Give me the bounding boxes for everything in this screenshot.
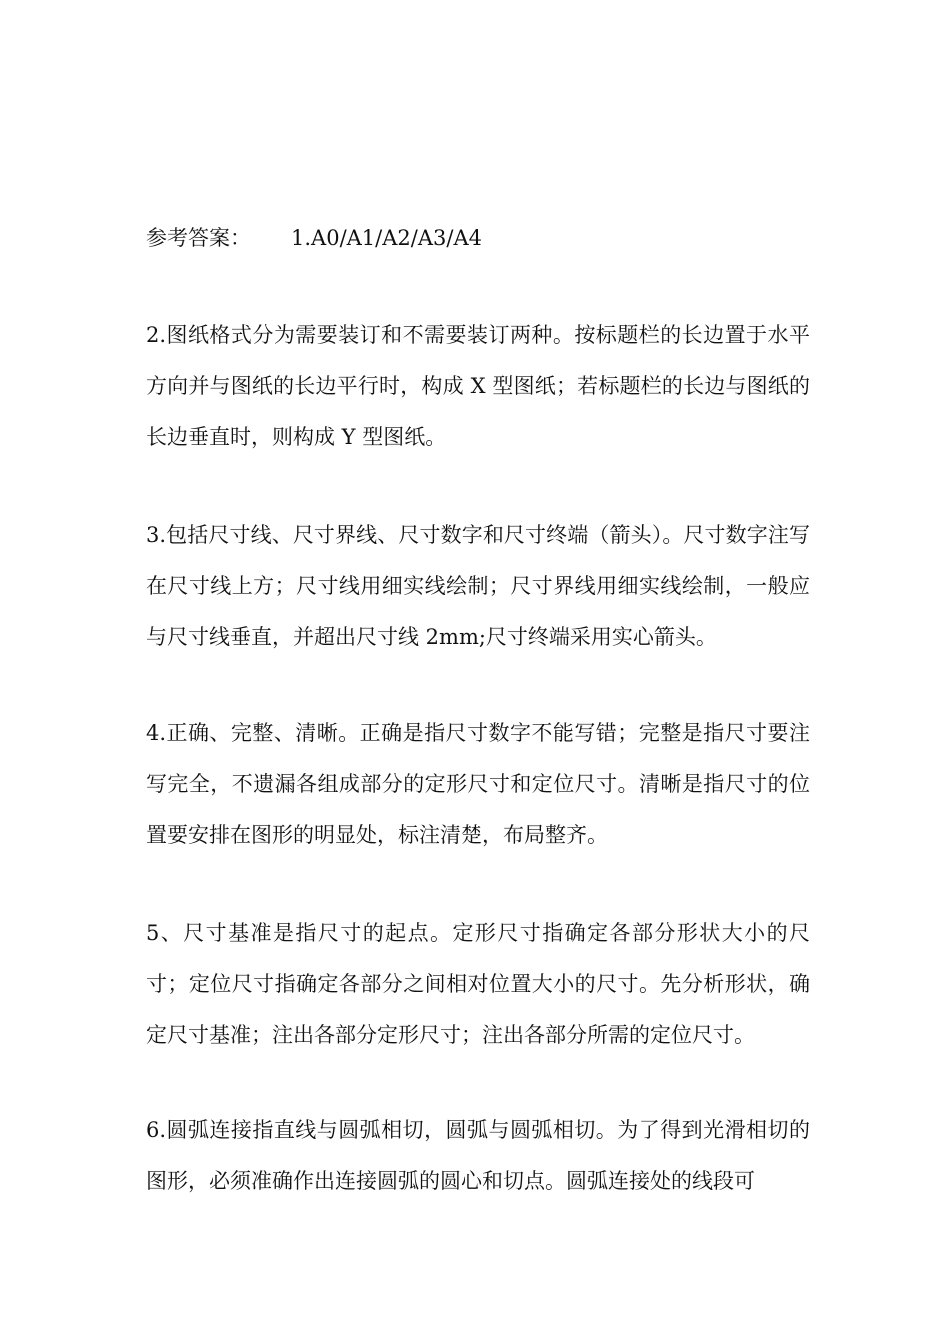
answer-1: 1.A0/A1/A2/A3/A4 <box>291 226 482 250</box>
answer-5-paragraph: 5、尺寸基准是指尺寸的起点。定形尺寸指确定各部分形状大小的尺寸；定位尺寸指确定各部分之间相对位置大小的尺寸。先分析形状，确定尺寸基准；注出各部分定形尺寸；注出各部分所需的定位尺寸。 <box>146 921 810 1047</box>
answer-3-paragraph: 3.包括尺寸线、尺寸界线、尺寸数字和尺寸终端（箭头）。尺寸数字注写在尺寸线上方；尺寸线用细实线绘制；尺寸界线用细实线绘制，一般应与尺寸线垂直，并超出尺寸线 2mm;尺寸终端采用实心箭头。 <box>146 523 810 649</box>
answer-header <box>146 222 482 254</box>
answer-label: 参考答案： <box>146 226 251 250</box>
answer-4-paragraph: 4.正确、完整、清晰。正确是指尺寸数字不能写错；完整是指尺寸要注写完全，不遗漏各组成部分的定形尺寸和定位尺寸。清晰是指尺寸的位置要安排在图形的明显处，标注清楚，布局整齐。 <box>146 721 810 847</box>
answer-2-paragraph: 2.图纸格式分为需要装订和不需要装订两种。按标题栏的长边置于水平方向并与图纸的长边平行时，构成 X 型图纸；若标题栏的长边与图纸的长边垂直时，则构成 Y 型图纸。 <box>146 323 810 449</box>
answer-6-paragraph: 6.圆弧连接指直线与圆弧相切，圆弧与圆弧相切。为了得到光滑相切的图形，必须准确作出连接圆弧的圆心和切点。圆弧连接处的线段可 <box>146 1118 810 1193</box>
